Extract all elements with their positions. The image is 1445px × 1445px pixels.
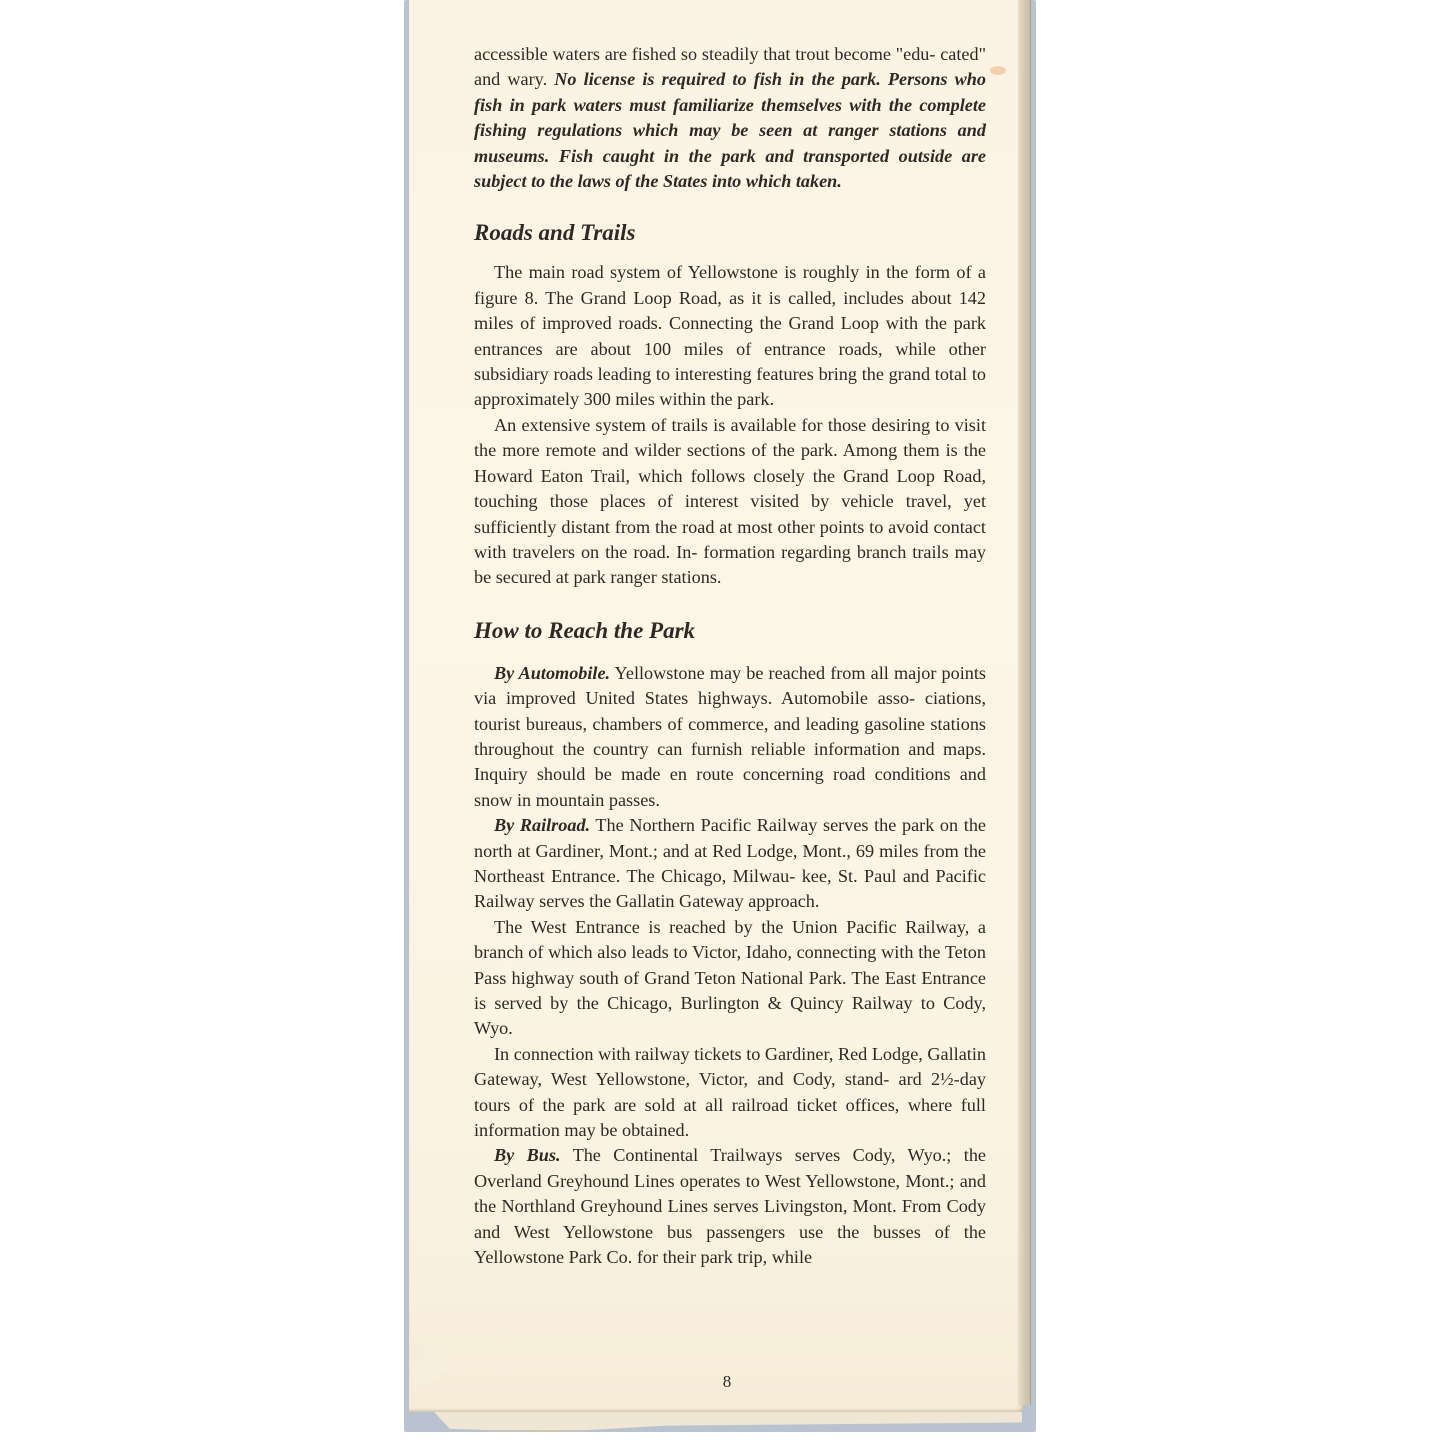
paragraph-by-automobile — [474, 661, 986, 813]
railway-tickets-text: In connection with railway tickets to Gardiner, Red Lodge, Gallatin Gateway, West Yellowstone, Victor, and Cody, stand- ard 2½-day tours of the park are sold at all railroad ticket offices, where full information may be obtained. — [474, 1043, 986, 1141]
paragraph-by-bus — [474, 1143, 986, 1270]
paragraph-by-railroad — [474, 813, 986, 915]
fishing-regulations-emphasis: No license is required to fish in the park. Persons who fish in park waters must familiarize themselves with the complete fishing regulations which may be seen at ranger stations and museums. Fish caught in the park and transported outside are subject to the laws of the States into which taken. — [474, 69, 986, 192]
bus-text: The Continental Trailways serves Cody, Wyo.; the Overland Greyhound Lines operates to West Yellowstone, Mont.; and the Northland Greyhound Lines serves Livingston, Mont. From Cody and West Yellowstone bus passengers use the busses of the Yellowstone Park Co. for their park trip, while — [474, 1145, 986, 1268]
run-in-by-bus: By Bus. — [494, 1145, 561, 1166]
paragraph-road-system: The main road system of Yellowstone is roughly in the form of a figure 8. The Grand Loop Road, as it is called, includes about 142 miles of improved roads. Connecting the Grand Loop with the park entrances are about 100 miles of entrance roads, while other subsidiary roads leading to interesting features bring the grand total to approximately 300 miles within the park. — [474, 262, 986, 410]
railroad-text: The Northern Pacific Railway serves the park on the north at Gardiner, Mont.; and at Red Lodge, Mont., 69 miles from the Northeast Entrance. The Chicago, Milwau- kee, St. Paul and Pacific Railway serves the Gallatin Gateway approach. — [474, 815, 986, 912]
automobile-text: Yellowstone may be reached from all major points via improved United States highways. Automobile asso- ciations, tourist bureaus, chambers of commerce, and leading gasoline stations throughout the country can furnish reliable information and maps. Inquiry should be made en route concerning road conditions and snow in mountain passes. — [474, 662, 986, 810]
heading-how-to-reach-the-park: How to Reach the Park — [474, 617, 696, 643]
paragraph-railway-tickets — [474, 1042, 986, 1144]
paragraph-west-entrance — [474, 915, 986, 1042]
paragraph-trail-system: An extensive system of trails is available for those desiring to visit the more remote and wilder sections of the park. Among them is the Howard Eaton Trail, which follows closely the Grand Loop Road, touching those places of interest visited by vehicle travel, yet sufficiently distant from the road at most other points to avoid contact with travelers on the road. In- formation regarding branch trails may be secured at park ranger stations. — [474, 414, 986, 588]
heading-roads-and-trails: Roads and Trails — [474, 220, 636, 246]
text-column — [474, 42, 986, 1270]
run-in-by-railroad: By Railroad. — [494, 815, 591, 836]
west-entrance-text: The West Entrance is reached by the Union Pacific Railway, a branch of which also leads to Victor, Idaho, connecting with the Teton Pass highway south of Grand Teton National Park. The East Entrance is served by the Chicago, Burlington & Quincy Railway to Cody, Wyo. — [474, 916, 986, 1039]
page-fold-edge — [1018, 0, 1031, 1405]
run-in-by-automobile: By Automobile. — [494, 662, 611, 683]
paper-stain — [990, 66, 1006, 75]
page-number: 8 — [722, 1372, 732, 1391]
intro-plain-text: accessible waters are fished so steadily that trout become "edu- cated" and wary. — [474, 44, 986, 90]
intro-paragraph — [474, 42, 986, 194]
